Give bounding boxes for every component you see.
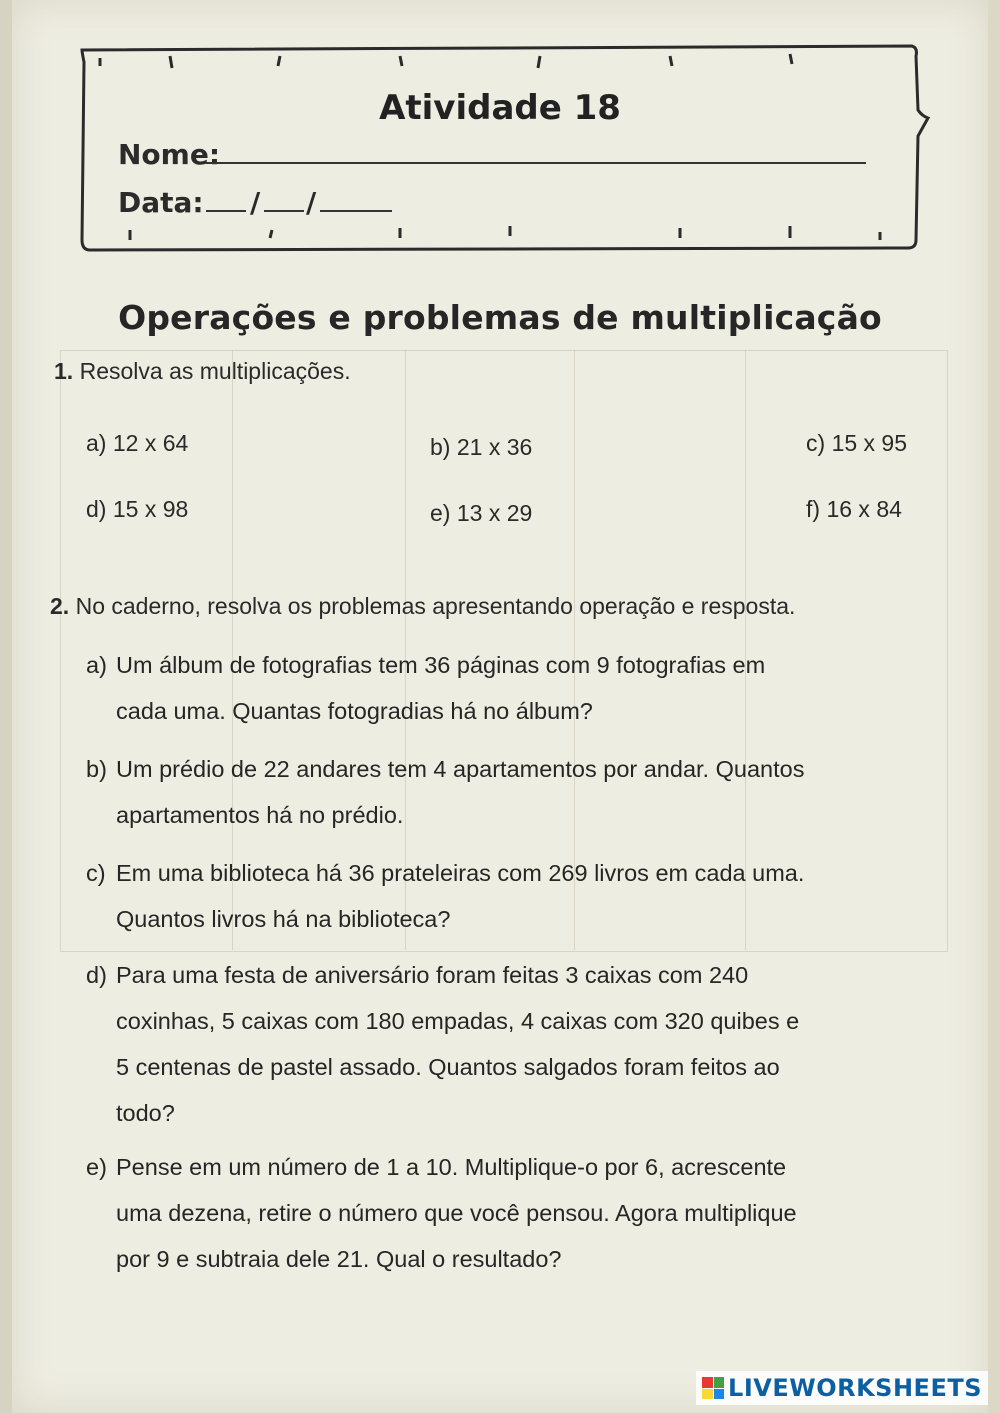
item-expression: 21 x 36 (456, 434, 533, 460)
name-label: Nome: (118, 138, 221, 171)
problem-line: Para uma festa de aniversário foram feitas 3 caixas com 240 (116, 962, 749, 988)
problem-item (86, 1144, 966, 1282)
brand-name: LIVEWORKSHEETS (728, 1374, 982, 1402)
item-expression: 15 x 98 (112, 496, 189, 522)
section-title: Operações e problemas de multiplicação (118, 298, 882, 337)
item-label: c) (86, 860, 106, 886)
liveworksheets-logo (696, 1371, 988, 1405)
item-label: b) (430, 434, 451, 460)
item-expression: 13 x 29 (456, 500, 533, 526)
date-slash: / (250, 186, 261, 219)
problem-line: Um álbum de fotografias tem 36 páginas com 9 fotografias em (116, 652, 766, 678)
brand-logo-icon (702, 1377, 724, 1399)
multiplication-item (430, 500, 532, 527)
question-prompt: No caderno, resolva os problemas apresentando operação e resposta. (75, 593, 796, 619)
problem-line: 5 centenas de pastel assado. Quantos salgados foram feitos ao (116, 1054, 780, 1080)
multiplication-item (86, 430, 188, 457)
date-slash: / (306, 186, 317, 219)
activity-title: Atividade 18 (379, 88, 621, 128)
date-month-field[interactable] (264, 210, 304, 212)
problem-line: Um prédio de 22 andares tem 4 apartamentos por andar. Quantos (116, 756, 805, 782)
problem-item (86, 850, 966, 942)
problem-line: cada uma. Quantas fotogradias há no álbum? (116, 698, 593, 724)
item-label: d) (86, 496, 107, 522)
question-number: 2. (50, 593, 70, 619)
item-label: c) (806, 430, 826, 456)
item-label: d) (86, 962, 107, 988)
question-prompt: Resolva as multiplicações. (79, 358, 351, 384)
problem-item (86, 746, 966, 838)
page-edge-left (0, 0, 12, 1413)
item-label: e) (430, 500, 451, 526)
date-year-field[interactable] (320, 210, 392, 212)
item-label: f) (806, 496, 821, 522)
question-2-heading (50, 593, 795, 620)
problem-line: por 9 e subtraia dele 21. Qual o resultado? (116, 1246, 562, 1272)
problem-item (86, 952, 966, 1136)
item-expression: 12 x 64 (112, 430, 189, 456)
problem-line: Pense em um número de 1 a 10. Multiplique-o por 6, acrescente (116, 1154, 787, 1180)
name-field[interactable] (206, 162, 866, 164)
item-label: b) (86, 756, 107, 782)
date-label: Data: (118, 186, 204, 219)
problem-line: apartamentos há no prédio. (116, 802, 404, 828)
problem-line: coxinhas, 5 caixas com 180 empadas, 4 caixas com 320 quibes e (116, 1008, 800, 1034)
multiplication-item (806, 430, 907, 457)
page-edge-right (988, 0, 1000, 1413)
question-1-heading (54, 358, 351, 385)
multiplication-item (86, 496, 188, 523)
item-expression: 16 x 84 (826, 496, 902, 522)
problem-line: uma dezena, retire o número que você pensou. Agora multiplique (116, 1200, 797, 1226)
item-label: e) (86, 1154, 107, 1180)
item-label: a) (86, 652, 107, 678)
item-label: a) (86, 430, 107, 456)
problem-item (86, 642, 966, 734)
problem-line: todo? (116, 1100, 175, 1126)
multiplication-item (430, 434, 532, 461)
date-day-field[interactable] (206, 210, 246, 212)
item-expression: 15 x 95 (831, 430, 908, 456)
problem-line: Em uma biblioteca há 36 prateleiras com 269 livros em cada uma. (116, 860, 805, 886)
question-number: 1. (54, 358, 74, 384)
multiplication-item (806, 496, 902, 523)
problem-line: Quantos livros há na biblioteca? (116, 906, 451, 932)
